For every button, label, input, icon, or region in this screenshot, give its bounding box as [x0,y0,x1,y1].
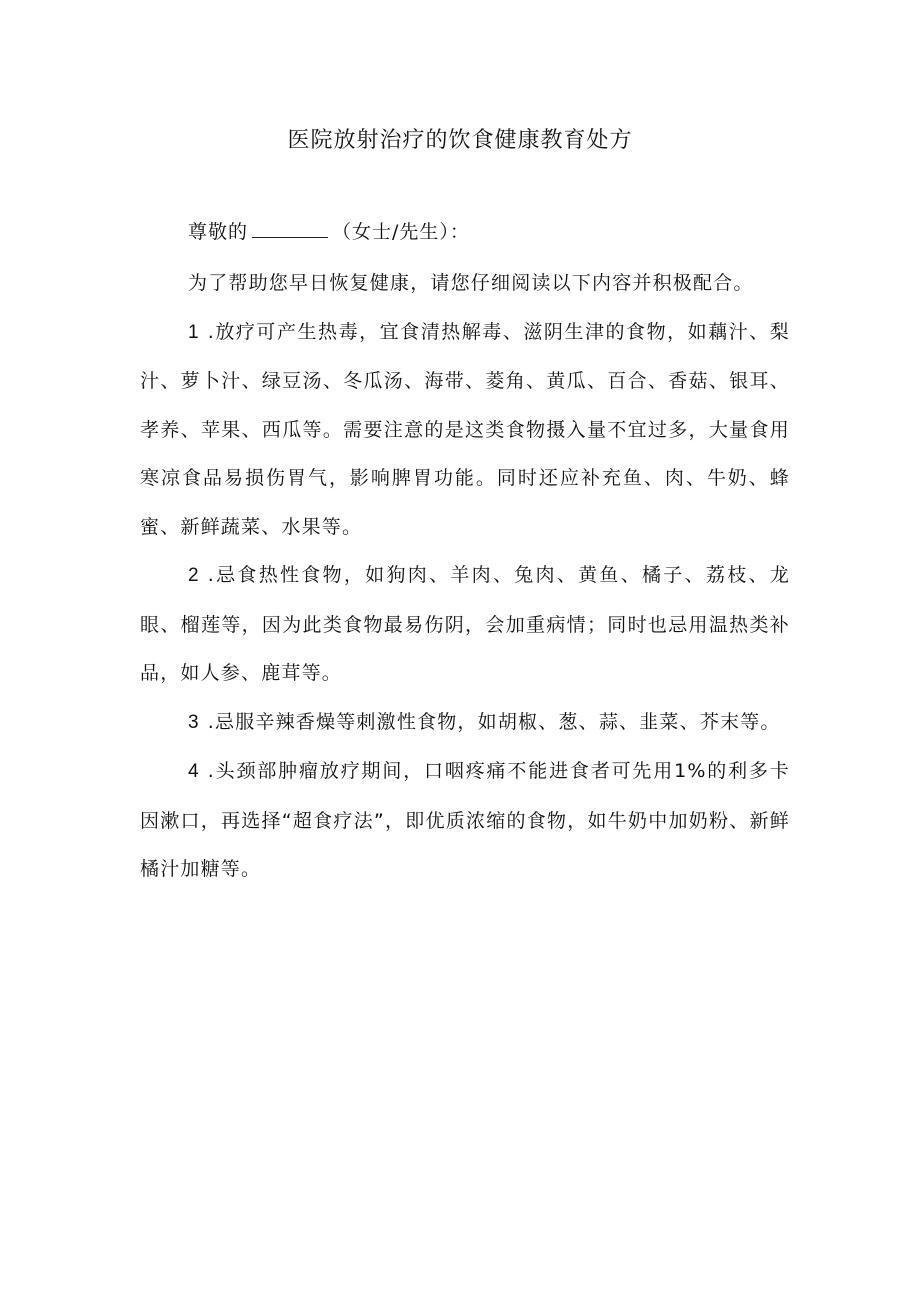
item-number: 2 [188,565,200,586]
list-item-3 [140,698,790,748]
item-text: .放疗可产生热毒，宜食清热解毒、滋阴生津的食物，如藕汁、梨汁、萝卜汁、绿豆汤、冬瓜汤、海带、菱角、黄瓜、百合、香菇、银耳、孝养、苹果、西瓜等。需要注意的是这类食物摄入量不宜过多，大量食用寒凉食品易损伤胃气，影响脾胃功能。同时还应补充鱼、肉、牛奶、蜂蜜、新鲜蔬菜、水果等。 [140,320,790,538]
document-body [140,259,790,894]
name-blank-field[interactable] [252,217,328,238]
item-text: .忌服辛辣香燥等刺激性食物，如胡椒、葱、蒜、韭菜、芥末等。 [207,710,781,733]
document-title: 医院放射治疗的饮食健康教育处方 [287,128,633,153]
list-item-1 [140,308,790,552]
item-text: .头颈部肿瘤放疗期间，口咽疼痛不能进食者可先用1%的利多卡因漱口，再选择“超食疗法”，即优质浓缩的食物，如牛奶中加奶粉、新鲜橘汁加糖等。 [140,760,790,880]
list-item-4 [140,747,790,894]
intro-paragraph: 为了帮助您早日恢复健康，请您仔细阅读以下内容并积极配合。 [188,272,754,294]
greeting-prefix: 尊敬的 [188,221,249,243]
item-number: 1 [188,321,200,343]
item-text: .忌食热性食物，如狗肉、羊肉、兔肉、黄鱼、橘子、荔枝、龙眼、榴莲等，因为此类食物最易伤阴，会加重病情；同时也忌用温热类补品，如人参、鹿茸等。 [140,564,790,684]
item-number: 4 [188,761,200,782]
greeting-suffix: （女士/先生）： [332,221,470,243]
list-item-2 [140,551,790,698]
greeting-line [188,217,470,247]
item-number: 3 [188,711,200,733]
